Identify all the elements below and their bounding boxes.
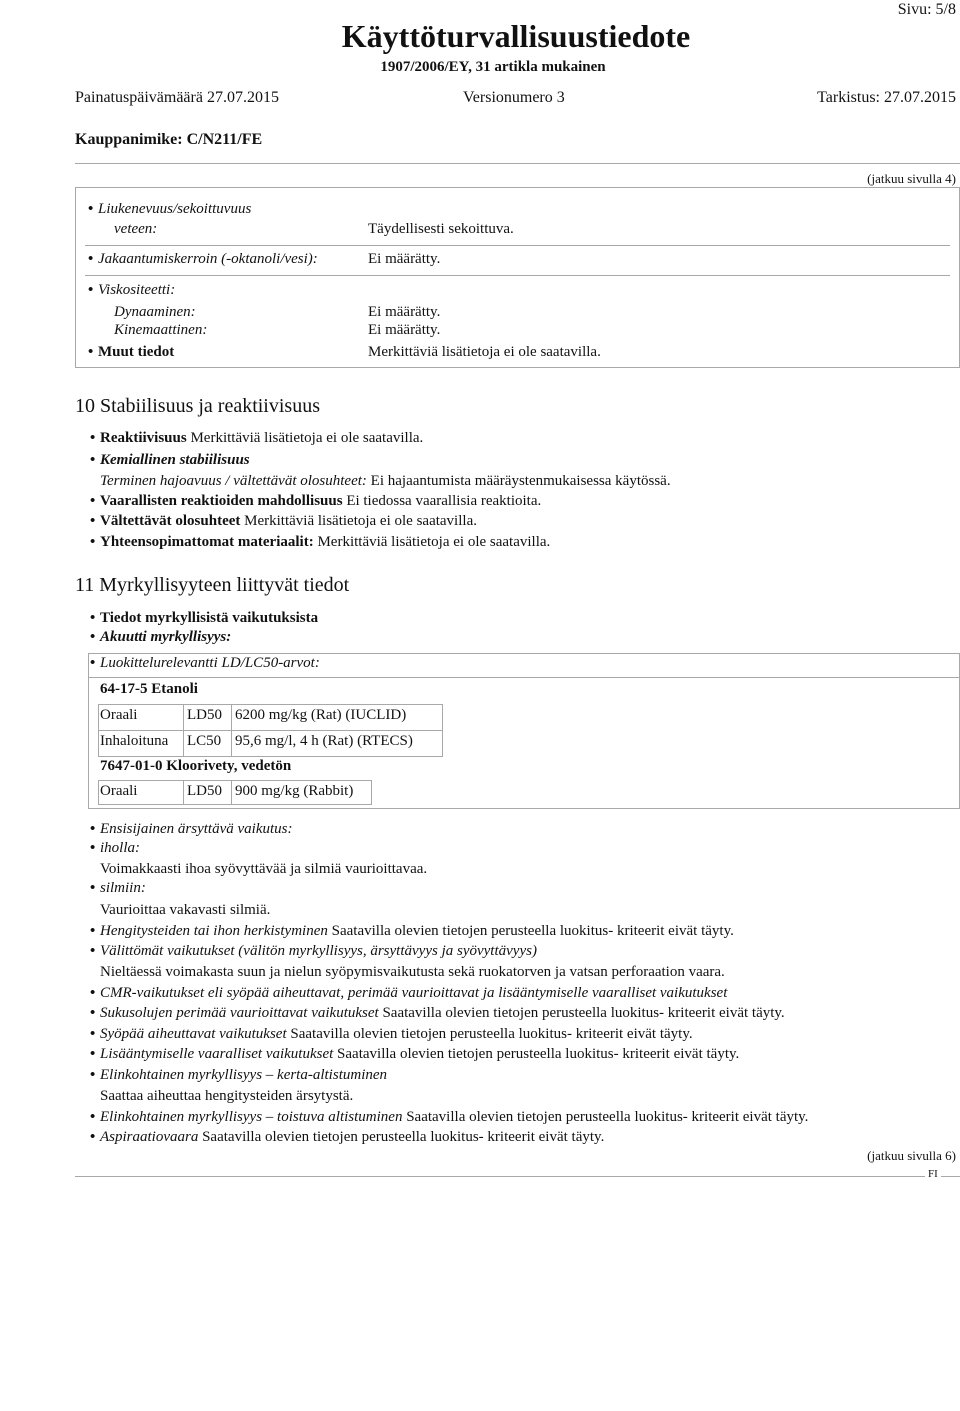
aspiration-value: Saatavilla olevien tietojen perusteella luokitus- kriteerit eivät täyty.	[202, 1129, 605, 1145]
page-number: Sivu: 5/8	[897, 1, 956, 18]
substance-ethanol: 64-17-5 Etanoli	[100, 681, 198, 697]
stot-repeat-label: Elinkohtainen myrkyllisyys – toistuva altistuminen	[100, 1109, 403, 1125]
kinematic-label: Kinemaattinen:	[114, 322, 208, 338]
substance-hcl: 7647-01-0 Kloorivety, vedetön	[100, 758, 292, 774]
table-col-divider	[183, 780, 184, 805]
reactivity-item	[90, 430, 423, 447]
immediate-effects-label: • Välittömät vaikutukset (välitön myrkyllisyys, ärsyttävyys ja syövyttävyys)	[90, 943, 537, 960]
sensitisation-value: Saatavilla olevien tietojen perusteella luokitus- kriteerit eivät täyty.	[331, 923, 734, 939]
other-info-label: • Muut tiedot	[88, 344, 174, 361]
partition-value: Ei määrätty.	[368, 251, 441, 267]
continued-on: (jatkuu sivulla 6)	[867, 1148, 956, 1163]
primary-irritant-label: • Ensisijainen ärsyttävä vaikutus:	[90, 821, 292, 838]
thermal-value: Ei hajaantumista määräystenmukaisessa käytössä.	[370, 473, 671, 489]
reactivity-label: Reaktiivisuus	[100, 430, 187, 446]
tox-info-label: • Tiedot myrkyllisistä vaikutuksista	[90, 610, 318, 627]
mutagenicity-item	[90, 1005, 785, 1022]
language-code: FI	[925, 1168, 941, 1180]
hazardous-reactions-item	[90, 493, 541, 510]
carcinogenicity-label: Syöpää aiheuttavat vaikutukset	[100, 1026, 287, 1042]
avoid-label: Vältettävät olosuhteet	[100, 513, 241, 529]
skin-value: Voimakkaasti ihoa syövyttävää ja silmiä vaurioittavaa.	[100, 861, 428, 877]
incompat-value: Merkittäviä lisätietoja ei ole saatavilla.	[317, 534, 551, 550]
trade-name: Kauppanimike: C/N211/FE	[75, 131, 263, 148]
eyes-value: Vaurioittaa vakavasti silmiä.	[100, 902, 271, 918]
reproductive-label: Lisääntymiselle vaaralliset vaikutukset	[100, 1046, 334, 1062]
value-cell: 95,6 mg/l, 4 h (Rat) (RTECS)	[235, 733, 413, 749]
section-11-heading: 11 Myrkyllisyyteen liittyvät tiedot	[75, 574, 350, 596]
value-cell: 6200 mg/kg (Rat) (IUCLID)	[235, 707, 407, 723]
value-cell: 900 mg/kg (Rabbit)	[235, 783, 354, 799]
stot-repeat-item	[90, 1109, 808, 1126]
kinematic-value: Ei määrätty.	[368, 322, 441, 338]
cmr-label: • CMR-vaikutukset eli syöpää aiheuttavat, perimää vaurioittavat ja lisääntymiselle vaaralliset vaikutukset	[90, 985, 727, 1002]
version-number: Versionumero 3	[463, 89, 565, 106]
acute-toxicity-label: • Akuutti myrkyllisyys:	[90, 629, 231, 646]
type-cell: LD50	[187, 783, 222, 799]
dynamic-value: Ei määrätty.	[368, 304, 441, 320]
continued-from: (jatkuu sivulla 4)	[867, 171, 956, 186]
print-date: Painatuspäivämäärä 27.07.2015	[75, 89, 279, 106]
mutagenicity-label: Sukusolujen perimää vaurioittavat vaikutukset	[100, 1005, 379, 1021]
section-10-heading: 10 Stabiilisuus ja reaktiivisuus	[75, 395, 320, 417]
document-title: Käyttöturvallisuustiedote	[341, 18, 691, 54]
route-cell: Inhaloituna	[100, 733, 169, 749]
revision-date: Tarkistus: 27.07.2015	[817, 89, 956, 106]
route-cell: Oraali	[100, 783, 138, 799]
carcinogenicity-item	[90, 1026, 693, 1043]
reactivity-value: Merkittäviä lisätietoja ei ole saatavilla.	[190, 430, 424, 446]
mutagenicity-value: Saatavilla olevien tietojen perusteella luokitus- kriteerit eivät täyty.	[382, 1005, 785, 1021]
chemical-stability-label: • Kemiallinen stabiilisuus	[90, 452, 250, 469]
avoid-value: Merkittäviä lisätietoja ei ole saatavilla.	[244, 513, 477, 529]
table-col-divider	[231, 704, 232, 757]
sensitisation-label: Hengitysteiden tai ihon herkistyminen	[100, 923, 328, 939]
stot-single-value: Saattaa aiheuttaa hengitysteiden ärsytystä.	[100, 1088, 354, 1104]
incompat-label: Yhteensopimattomat materiaalit:	[100, 534, 314, 550]
document-subtitle: 1907/2006/EY, 31 artikla mukainen	[380, 59, 606, 75]
hazardous-label: Vaarallisten reaktioiden mahdollisuus	[100, 493, 343, 509]
aspiration-label: Aspiraatiovaara	[100, 1129, 199, 1145]
type-cell: LC50	[187, 733, 222, 749]
viscosity-label: • Viskositeetti:	[88, 282, 175, 299]
thermal-label: Terminen hajoavuus / vältettävät olosuhteet:	[100, 473, 367, 489]
route-cell: Oraali	[100, 707, 138, 723]
solubility-label: • Liukenevuus/sekoittuvuus	[88, 201, 251, 218]
dynamic-label: Dynaaminen:	[114, 304, 196, 320]
reproductive-value: Saatavilla olevien tietojen perusteella luokitus- kriteerit eivät täyty.	[337, 1046, 740, 1062]
ld50-table-title: • Luokittelurelevantti LD/LC50-arvot:	[90, 655, 320, 672]
reproductive-item	[90, 1046, 739, 1063]
eyes-label: • silmiin:	[90, 880, 146, 897]
stot-repeat-value: Saatavilla olevien tietojen perusteella luokitus- kriteerit eivät täyty.	[406, 1109, 809, 1125]
other-info-value: Merkittäviä lisätietoja ei ole saatavilla.	[368, 344, 601, 360]
table-divider	[88, 677, 960, 678]
row-divider	[85, 245, 950, 246]
solubility-sub-label: veteen:	[114, 221, 158, 237]
immediate-effects-value: Nieltäessä voimakasta suun ja nielun syöpymisvaikutusta sekä ruokatorven ja vatsan perforaation vaara.	[100, 964, 725, 980]
incompatible-item	[90, 534, 550, 551]
row-divider	[85, 275, 950, 276]
sensitisation-item	[90, 923, 734, 940]
header-divider	[75, 163, 960, 164]
hazardous-value: Ei tiedossa vaarallisia reaktioita.	[346, 493, 542, 509]
solubility-value: Täydellisesti sekoittuva.	[368, 221, 514, 237]
type-cell: LD50	[187, 707, 222, 723]
skin-label: • iholla:	[90, 840, 140, 857]
partition-label: • Jakaantumiskerroin (-oktanoli/vesi):	[88, 251, 318, 268]
aspiration-item	[90, 1129, 604, 1146]
footer-divider	[75, 1176, 960, 1177]
carcinogenicity-value: Saatavilla olevien tietojen perusteella luokitus- kriteerit eivät täyty.	[290, 1026, 693, 1042]
avoid-conditions-item	[90, 513, 477, 530]
table-row-divider	[98, 730, 443, 731]
stot-single-label: • Elinkohtainen myrkyllisyys – kerta-altistuminen	[90, 1067, 387, 1084]
table-col-divider	[231, 780, 232, 805]
table-col-divider	[183, 704, 184, 757]
thermal-item	[100, 473, 671, 490]
